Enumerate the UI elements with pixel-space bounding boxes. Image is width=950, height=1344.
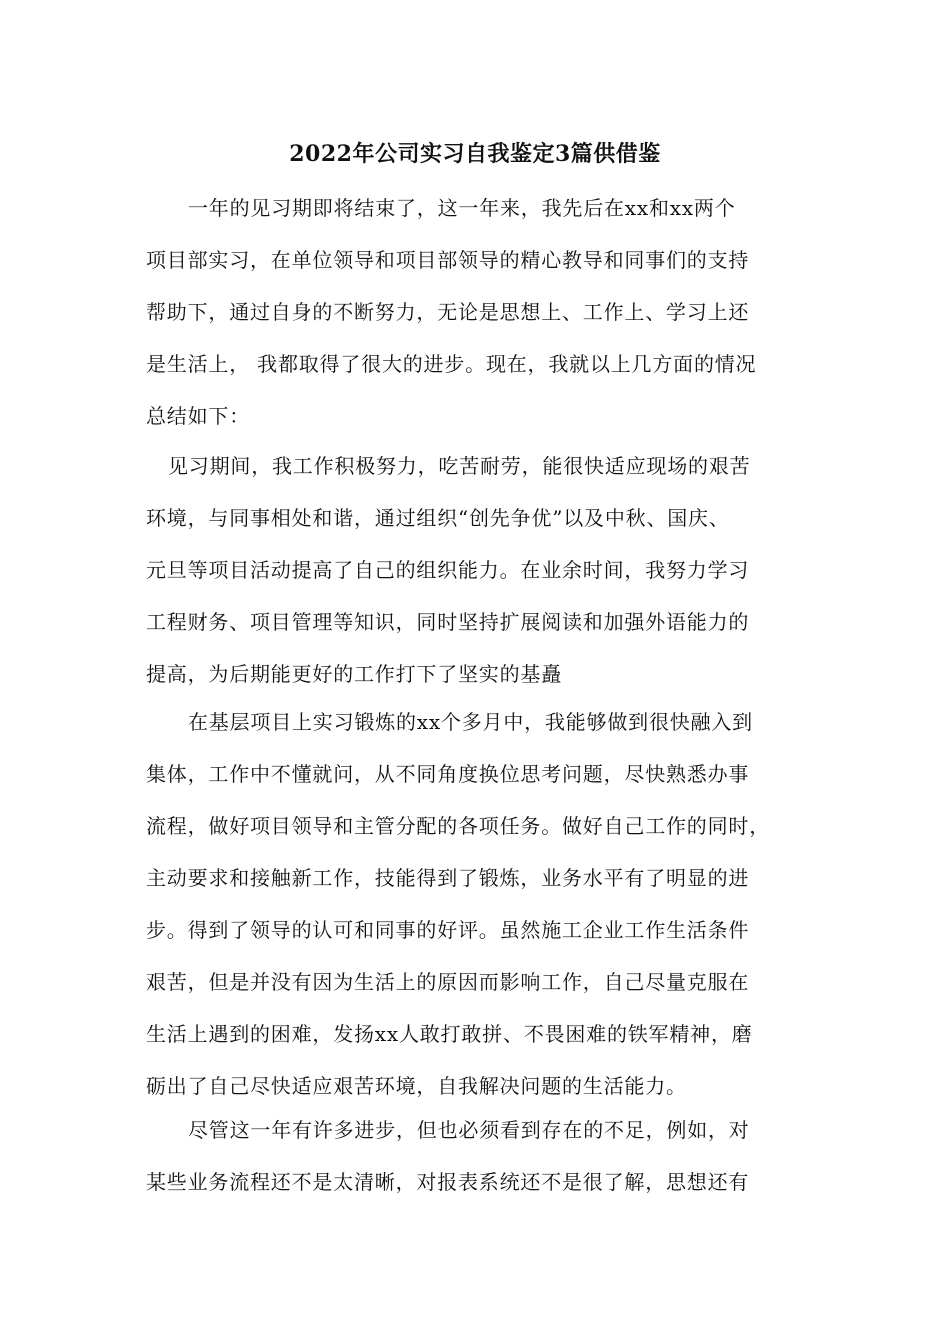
text-line: 元旦等项目活动提高了自己的组织能力。在业余时间，我努力学习	[146, 558, 750, 582]
text-line: 提高，为后期能更好的工作打下了坚实的基矗	[146, 662, 562, 686]
text-line: 帮助下，通过自身的不断努力，无论是思想上、工作上、学习上还	[146, 300, 750, 324]
text-line: 项目部实习，在单位领导和项目部领导的精心教导和同事们的支持	[146, 248, 750, 272]
paragraph-2	[146, 440, 806, 700]
text-line: 步。得到了领导的认可和同事的好评。虽然施工企业工作生活条件	[146, 918, 750, 942]
text-line: 生活上遇到的困难，发扬xx人敢打敢拼、不畏困难的铁军精神，磨	[146, 1022, 753, 1046]
text-line: 艰苦，但是并没有因为生活上的原因而影响工作，自己尽量克服在	[146, 970, 750, 994]
text-line: 是生活上， 我都取得了很大的进步。现在，我就以上几方面的情况	[146, 352, 757, 376]
document-title: 2022年公司实习自我鉴定3篇供借鉴	[289, 141, 661, 167]
text-line: 环境，与同事相处和谐，通过组织“创先争优”以及中秋、国庆、	[146, 506, 730, 530]
text-line: 总结如下：	[146, 404, 250, 428]
text-line: 在基层项目上实习锻炼的xx个多月中，我能够做到很快融入到	[188, 710, 753, 734]
paragraph-4	[146, 1104, 806, 1208]
paragraph-1	[146, 182, 806, 442]
paragraph-3	[146, 696, 806, 1112]
text-line: 砺出了自己尽快适应艰苦环境，自我解决问题的生活能力。	[146, 1074, 687, 1098]
text-line: 见习期间，我工作积极努力，吃苦耐劳，能很快适应现场的艰苦	[168, 454, 751, 478]
text-line: 某些业务流程还不是太清晰，对报表系统还不是很了解，思想还有	[146, 1170, 750, 1194]
text-line: 工程财务、项目管理等知识，同时坚持扩展阅读和加强外语能力的	[146, 610, 750, 634]
text-line: 尽管这一年有许多进步，但也必须看到存在的不足，例如，对	[188, 1118, 750, 1142]
text-line: 一年的见习期即将结束了，这一年来，我先后在xx和xx两个	[188, 196, 736, 220]
text-line: 主动要求和接触新工作，技能得到了锻炼，业务水平有了明显的进	[146, 866, 750, 890]
text-line: 流程，做好项目领导和主管分配的各项任务。做好自己工作的同时，	[146, 814, 770, 838]
text-line: 集体，工作中不懂就问，从不同角度换位思考问题，尽快熟悉办事	[146, 762, 750, 786]
